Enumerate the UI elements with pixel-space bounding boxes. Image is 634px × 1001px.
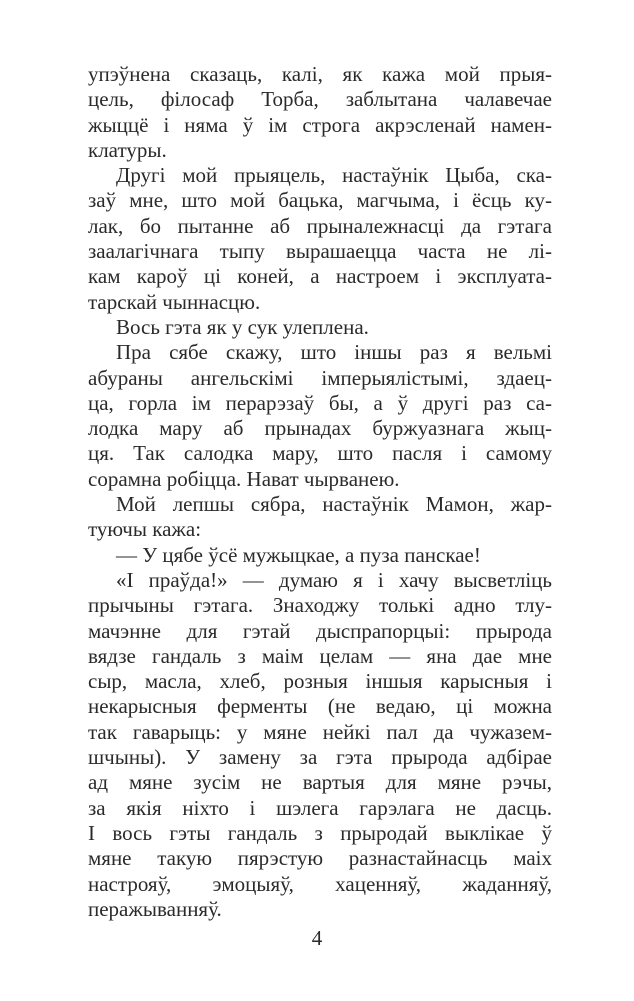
text-line: мяне такую пярэстую разнастайнасць маіх (88, 846, 552, 871)
text-line: за якія ніхто і шэлега гарэлага не дасць. (88, 795, 552, 820)
text-line: — У цябе ўсё мужыцкае, а пуза панскае! (116, 542, 481, 567)
text-line: Вось гэта як у сук улеплена. (116, 314, 369, 339)
text-line: вядзе гандаль з маім целам — яна дае мне (88, 643, 552, 668)
text-line: кам кароў ці коней, а настроем і эксплуата- (88, 264, 552, 289)
text-line: сорамна робіцца. Нават чырванею. (88, 466, 400, 491)
text-line: тарскай чыннасцю. (88, 289, 261, 314)
text-line: клатуры. (88, 137, 167, 162)
text-line: «І праўда!» — думаю я і хачу высветліць (116, 567, 552, 592)
text-line: туючы кажа: (88, 517, 202, 542)
text-line: сыр, масла, хлеб, розныя іншыя карысныя і (88, 669, 552, 694)
text-line: І вось гэты гандаль з прыродай выклікае ў (88, 820, 552, 845)
text-line: ця. Так салодка мару, што пасля і самому (88, 441, 552, 466)
text-line: шчыны). У замену за гэта прырода адбірае (88, 745, 552, 770)
text-line: настрояў, эмоцыяў, хаценняў, жаданняў, (88, 871, 552, 896)
page-number: 4 (311, 926, 323, 950)
text-line: Пра сябе скажу, што іншы раз я вельмі (116, 340, 552, 365)
text-line: Мой лепшы сябра, настаўнік Мамон, жар- (116, 492, 552, 517)
text-line: заў мне, што мой бацька, магчыма, і ёсць ку- (88, 188, 552, 213)
page-body-text (88, 62, 552, 922)
text-line: жыццё і няма ў ім строга акрэсленай намен- (88, 112, 552, 137)
text-line: заалагічнага тыпу вырашаецца часта не лі- (88, 239, 552, 264)
text-line: ца, горла ім перарэзаў бы, а ў другі раз са- (88, 390, 552, 415)
text-line: лодка мару аб прынадах буржуазнага жыц- (88, 416, 552, 441)
text-line: Другі мой прыяцель, настаўнік Цыба, ска- (116, 163, 552, 188)
text-line: прычыны гэтага. Знаходжу толькі адно тлу- (88, 593, 552, 618)
text-line: так гаварыць: у мяне нейкі пал да чужазем- (88, 719, 552, 744)
text-line: абураны ангельскімі імперыялістымі, здаец- (88, 365, 552, 390)
text-line: перажыванняў. (88, 896, 222, 921)
text-line: лак, бо пытанне аб прыналежнасці да гэтага (88, 213, 552, 238)
text-line: упэўнена сказаць, калі, як кажа мой прыя- (88, 62, 552, 86)
text-line: ад мяне зусім не вартыя для мяне рэчы, (88, 770, 552, 795)
text-line: цель, філосаф Торба, заблытана чалавечае (88, 87, 552, 112)
text-line: мачэнне для гэтай дыспрапорцыі: прырода (88, 618, 552, 643)
text-line: некарысныя ферменты (не ведаю, ці можна (88, 694, 552, 719)
